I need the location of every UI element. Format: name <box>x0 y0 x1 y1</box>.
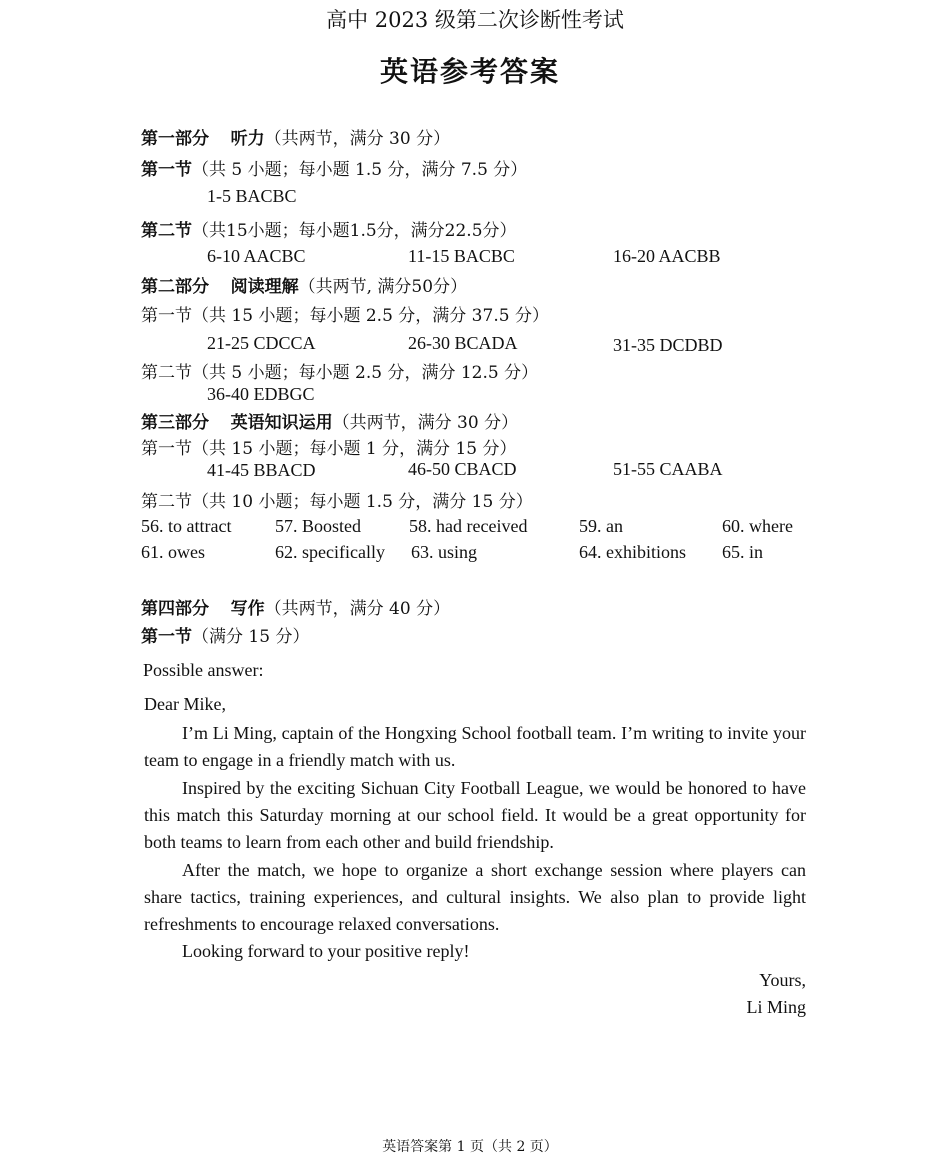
essay-paragraph: After the match, we hope to organize a short exchange session where players can share tactics, training experiences, and cultural insights. We also plan to provide light refreshments to encourage relaxed conversations. <box>144 860 806 934</box>
answer-group: 21-25 CDCCA <box>207 333 316 353</box>
answer-group: 1-5 BACBC <box>207 186 297 206</box>
answer-group: 51-55 CAABA <box>613 459 723 479</box>
essay-paragraph: Inspired by the exciting Sichuan City Football League, we would be honored to have this match this Saturday morning at our school field. It would be a great opportunity for both teams to learn from each other and build friendship. <box>144 778 806 852</box>
blank-answer: 63. using <box>411 542 478 562</box>
part3-sec2-title: 第二节 <box>141 492 192 512</box>
letter-closing: Yours, <box>759 970 806 990</box>
part4-note: （共两节，满分 40 分） <box>264 599 451 619</box>
part3-sec2-heading <box>141 487 533 512</box>
possible-answer-label: Possible answer: <box>143 660 264 680</box>
part4-title: 第四部分 <box>141 599 209 619</box>
part1-sec1-heading <box>141 155 527 180</box>
part3-heading <box>141 408 518 433</box>
part2-name: 阅读理解 <box>230 277 299 297</box>
part4-sec1-note: （满分 15 分） <box>192 627 310 647</box>
answer-group: 46-50 CBACD <box>408 459 517 479</box>
part2-sec1-title: 第一节 <box>141 306 192 326</box>
part2-title: 第二部分 <box>141 277 209 297</box>
part3-sec1-title: 第一节 <box>141 439 192 459</box>
answer-group: 26-30 BCADA <box>408 333 518 353</box>
part1-title: 第一部分 <box>141 129 209 149</box>
exam-title: 高中 2023 级第二次诊断性考试 <box>326 8 624 32</box>
blank-answer: 58. had received <box>409 516 528 536</box>
part4-sec1-title: 第一节 <box>141 627 192 647</box>
blank-answer: 61. owes <box>141 542 205 562</box>
blank-answer: 57. Boosted <box>275 516 362 536</box>
essay-paragraph: I’m Li Ming, captain of the Hongxing School football team. I’m writing to invite your team to engage in a friendly match with us. <box>144 723 806 770</box>
part1-sec2-note: （共15小题；每小题1.5分，满分22.5分） <box>192 221 517 241</box>
document-title: 英语参考答案 <box>379 55 560 88</box>
part4-heading <box>141 594 450 619</box>
part1-heading <box>141 124 450 149</box>
part2-sec1-note: （共 15 小题；每小题 2.5 分，满分 37.5 分） <box>192 306 549 326</box>
part3-note: （共两节，满分 30 分） <box>332 413 519 433</box>
part1-sec1-note: （共 5 小题；每小题 1.5 分，满分 7.5 分） <box>192 160 528 180</box>
part2-sec1-heading <box>141 301 549 326</box>
page-footer: 英语答案第 1 页（共 2 页） <box>382 1139 558 1155</box>
answer-group: 31-35 DCDBD <box>613 335 723 355</box>
essay-paragraph: Looking forward to your positive reply! <box>182 941 470 961</box>
part2-note: （共两节, 满分50分） <box>298 277 468 297</box>
blank-answer: 56. to attract <box>141 516 232 536</box>
blank-answer: 65. in <box>722 542 764 562</box>
blank-answer: 60. where <box>722 516 793 536</box>
part3-title: 第三部分 <box>141 413 209 433</box>
answer-group: 16-20 AACBB <box>613 246 721 266</box>
part1-sec2-heading <box>141 216 517 241</box>
part3-sec2-note: （共 10 小题；每小题 1.5 分，满分 15 分） <box>192 492 533 512</box>
part3-name: 英语知识运用 <box>230 413 333 433</box>
part1-sec1-title: 第一节 <box>141 160 192 180</box>
part2-sec2-note: （共 5 小题；每小题 2.5 分，满分 12.5 分） <box>192 363 539 383</box>
part4-name: 写作 <box>230 599 265 619</box>
part1-name: 听力 <box>230 129 265 149</box>
blank-answer: 64. exhibitions <box>579 542 686 562</box>
answer-group: 6-10 AACBC <box>207 246 306 266</box>
letter-greeting: Dear Mike, <box>144 694 226 714</box>
answer-group: 41-45 BBACD <box>207 460 316 480</box>
part1-sec2-title: 第二节 <box>141 221 192 241</box>
part4-sec1-heading <box>141 622 309 647</box>
part3-sec1-note: （共 15 小题；每小题 1 分，满分 15 分） <box>192 439 517 459</box>
part2-sec2-title: 第二节 <box>141 363 192 383</box>
letter-signature: Li Ming <box>746 997 806 1017</box>
blank-answer: 62. specifically <box>275 542 385 562</box>
part3-sec1-heading <box>141 434 517 459</box>
part1-note: （共两节，满分 30 分） <box>264 129 451 149</box>
blank-answer: 59. an <box>579 516 623 536</box>
answer-group: 36-40 EDBGC <box>207 384 315 404</box>
answer-group: 11-15 BACBC <box>408 246 515 266</box>
part2-sec2-heading <box>141 358 538 383</box>
part2-heading <box>141 272 467 297</box>
